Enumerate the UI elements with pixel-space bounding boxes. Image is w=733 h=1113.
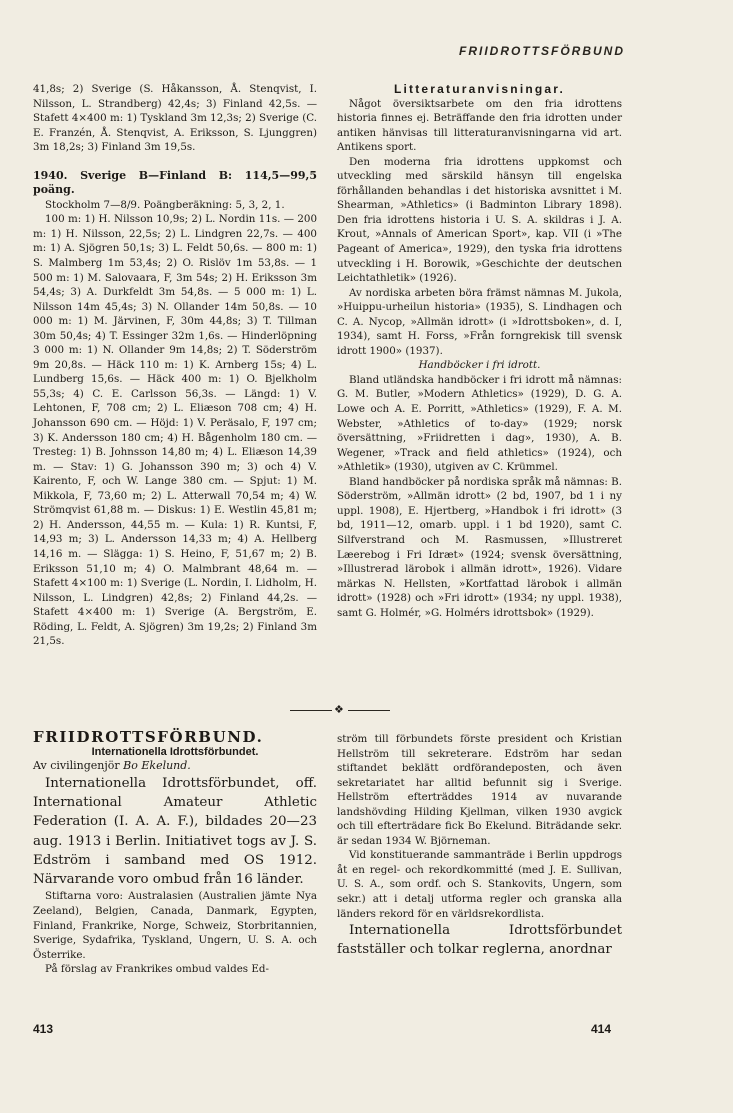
literature-title: Litteraturanvisningar. xyxy=(393,82,566,96)
divider-line-left xyxy=(290,710,332,711)
heading-1940: 1940. Sverige B—Finland B: 114,5—99,5 poäng. xyxy=(33,168,317,197)
left-results-column xyxy=(33,82,317,649)
results-1940: 100 m: 1) H. Nilsson 10,9s; 2) L. Nordin 11s. — 200 m: 1) H. Nilsson, 22,5s; 2) L. Lindgren 22,7s. — 400 m: 1) A. Sjögren 50,1s; 3) L. Feldt 50,6s. — 800 m: 1) S. Malmberg 1m 53,4s; 2) O. Rislöv 1m 53,8s. — 1 500 m: 1) M. Salovaara, F, 3m 54s; 2) H. Eriksson 3m 54,4s; 3) A. Durkfeldt 3m 54,8s. — 5 000 m: 1) L. Nilsson 14m 45,4s; 3) N. Ollander 14m 50,8s. — 10 000 m: 1) M. Järvinen, F, 30m 44,8s; 3) T. Tillman 30m 50,4s; 4) T. Essinger 32m 1,6s. — Hinderlöpning 3 000 m: 1) N. Ollander 9m 14,8s; 2) T. Söderström 9m 20,8s. — Häck 110 m: 1) K. Arnberg 15s; 4) L. Lundberg 15,6s. — Häck 400 m: 1) O. Bjelkholm 55,3s; 4) C. E. Carlsson 56,3s. — Längd: 1) V. Lehtonen, F, 708 cm; 2) L. Eliæson 708 cm; 4) H. Johansson 690 cm. — Höjd: 1) V. Peräsalo, F, 197 cm; 3) K. Andersson 180 cm; 4) H. Bågenholm 180 cm. — Tresteg: 1) B. Johnsson 14,80 m; 4) L. Eliæson 14,39 m. — Stav: 1) G. Johansson 390 m; 3) och 4) V. Kairento, F, och W. Lange 380 cm. — Spjut: 1) M. Mikkola, F, 73,60 m; 2) L. Atterwall 70,54 m; 4) W. Strömqvist 61,88 m. — Diskus: 1) E. Westlin 45,81 m; 2) H. Andersson, 44,55 m. — Kula: 1) R. Kuntsi, F, 14,93 m; 3) L. Andersson 14,33 m; 4) A. Hellberg 14,16 m. — Slägga: 1) S. Heino, F, 51,67 m; 2) B. Eriksson 51,10 m; 4) O. Malmbrant 48,64 m. — Stafett 4×100 m: 1) Sverige (L. Nordin, I. Lidholm, H. Nilsson, L. Lindgren) 42,8s; 2) Finland 44,2s. — Stafett 4×400 m: 1) Sverige (A. Bergström, E. Röding, L. Feldt, A. Sjögren) 3m 19,2s; 2) Finland 3m 21,5s. xyxy=(33,213,317,648)
article-subtitle: Internationella Idrottsförbundet. xyxy=(91,745,259,758)
byline-author: Bo Ekelund. xyxy=(123,759,191,773)
handbooks-subheading: Handböcker i fri idrott. xyxy=(418,359,541,372)
literature-p5: Bland handböcker på nordiska språk må nämnas: B. Söderström, »Allmän idrott» (2 bd, 1907, bd 1 i ny uppl. 1908), E. Hjertberg, »Handbok i fri idrott» (3 bd, 1911—12, omarb. uppl. i 1 bd 1920), samt C. Silfverstrand och M. Rasmussen, »Illustreret Læerebog i Fri Idræt» (1924; svensk översättning, »Illustrerad lärobok i allmän idrott», 1926). Vidare märkas N. Hellsten, »Kortfattad lärobok i allmän idrott» (1928) och »Fri idrott» (1934; ny uppl. 1938), samt G. Holmér, »G. Holmérs idrottsbok» (1929). xyxy=(337,475,622,619)
section-divider xyxy=(290,704,390,716)
literature-p2: Den moderna fria idrottens uppkomst och utveckling med särskild hänsyn till engelska förhållanden behandlas i det historiska avsnittet i M. Shearman, »Athletics» (i Badminton Library 1898). Den fria idrottens historia i U. S. A. skildras i J. A. Krout, »Annals of American Sport», kap. VII (i »The Pageant of America», 1929), den tyska fria idrottens utveckling i H. Borowik, »Geschichte der deutschen Leichtathletik» (1926). xyxy=(337,155,622,285)
divider-line-right xyxy=(348,710,390,711)
article-founders: Stiftarna voro: Australasien (Australien jämte Nya Zeeland), Belgien, Canada, Danmark, Egypten, Finland, Frankrike, Norge, Schweiz, Storbritannien, Sverige, Sydafrika, Tyskland, Ungern, U. S. A. och Österrike. xyxy=(33,890,317,961)
article-right-p3: Internationella Idrottsförbundet fastställer och tolkar reglerna, anordnar xyxy=(337,923,622,958)
page-number-left: 413 xyxy=(33,1022,54,1036)
results-1939-tail: 41,8s; 2) Sverige (S. Håkansson, Å. Stenqvist, I. Nilsson, L. Strandberg) 42,4s; 3) Finland 42,5s. — Stafett 4×400 m: 1) Tyskland 3m 12,3s; 2) Sverige (C. E. Franzén, Å. Stenqvist, A. Eriksson, S. Ljunggren) 3m 18,2s; 3) Finland 3m 19,5s. xyxy=(33,83,317,154)
article-right-p2: Vid konstituerande sammanträde i Berlin uppdrogs åt en regel- och rekordkommitté (med J. E. Sullivan, U. S. A., som ordf. och S. Stankovits, Ungern, som sekr.) att i detalj utforma regler och granska alla länders rekord för en världsrekordlista. xyxy=(337,849,622,920)
byline-prefix: Av civilingenjör xyxy=(33,759,120,773)
article-byline xyxy=(33,759,317,774)
running-header: FRIIDROTTSFÖRBUND xyxy=(459,44,625,58)
literature-p1: Något översiktsarbete om den fria idrottens historia finnes ej. Beträffande den fria idrotten under antiken hänvisas till litteraturanvisningarna vid art. Antikens sport. xyxy=(337,97,622,154)
divider-ornament-icon: ❖ xyxy=(334,703,344,716)
literature-p3: Av nordiska arbeten böra främst nämnas M. Jukola, »Huippu-urheilun historia» (1935), S. Lindhagen och C. A. Nycop, »Allmän idrott» (i »Idrottsboken», d. I, 1934), samt H. Forss, »Från forngrekisk till svensk idrott 1900» (1937). xyxy=(337,286,622,357)
article-left-column xyxy=(33,730,317,977)
article-title: FRIIDROTTSFÖRBUND. xyxy=(33,728,264,746)
article-right-p1: ström till förbundets förste president och Kristian Hellström till sekreterare. Edström har sedan stiftandet beklätt ordförandeposten, och även sekretariatet har alltid befunnit sig i Sverige. Hellström efterträddes 1914 av nuvarande landshövding Hilding Kjellman, vilken 1930 avgick och till efterträdare fick Bo Ekelund. Biträdande sekr. är sedan 1934 W. Björneman. xyxy=(337,733,622,847)
article-intro: Internationella Idrottsförbundet, off. International Amateur Athletic Federation (I. A. A. F.), bildades 20—23 aug. 1913 i Berlin. Initiativet togs av J. S. Edström i samband med OS 1912. Närvarande voro ombud från 16 länder. xyxy=(33,775,317,888)
article-right-column xyxy=(337,732,622,960)
article-proposal: På förslag av Frankrikes ombud valdes Ed- xyxy=(45,963,269,976)
literature-p4: Bland utländska handböcker i fri idrott må nämnas: G. M. Butler, »Modern Athletics» (1929), D. G. A. Lowe och A. E. Porritt, »Athletics» (1929), F. A. M. Webster, »Athletics of to-day» (1929; norsk översättning, »Friidretten i dag», 1930), A. B. Wegener, »Track and field athletics» (1924), och »Athletik» (1930), utgiven av C. Krümmel. xyxy=(337,373,622,474)
literature-column xyxy=(337,82,622,620)
location-1940: Stockholm 7—8/9. Poängberäkning: 5, 3, 2, 1. xyxy=(45,198,285,211)
page-number-right: 414 xyxy=(591,1022,612,1036)
